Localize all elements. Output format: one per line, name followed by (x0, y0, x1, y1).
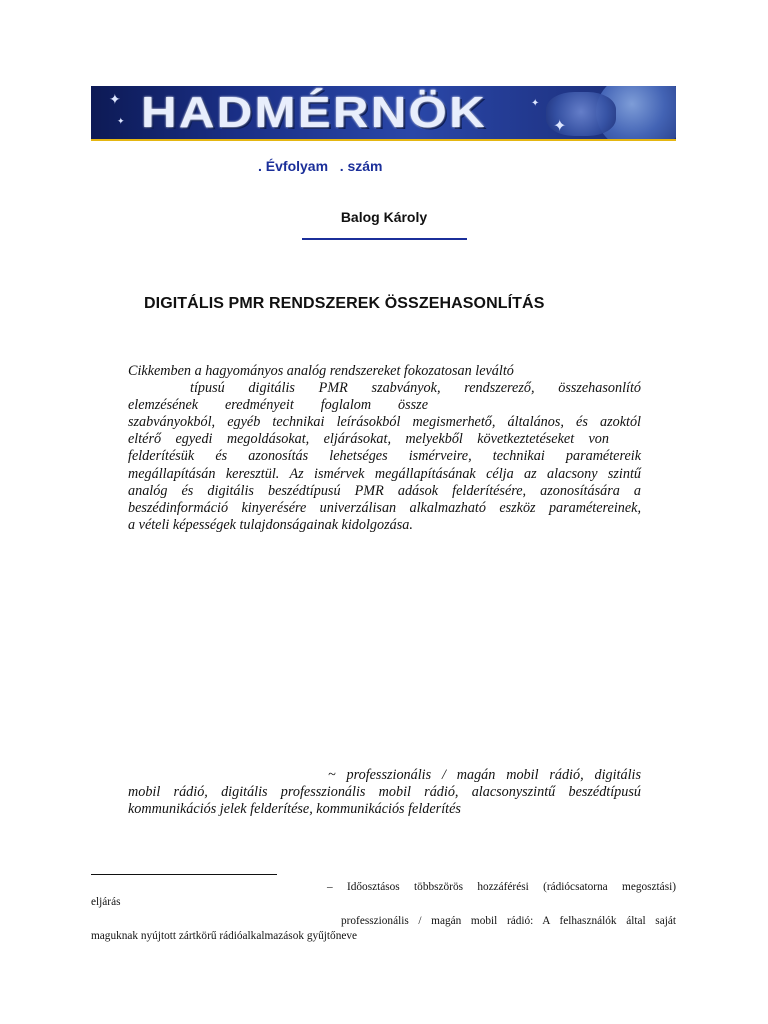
abstract-line: a vételi képességek tulajdonságainak kidolgozása. (128, 516, 413, 533)
abstract (128, 363, 641, 534)
banner-underline (91, 139, 676, 141)
keywords (128, 767, 641, 818)
star-icon: ✦ (531, 98, 540, 109)
footnotes (91, 880, 676, 945)
keywords-line: ~ professzionális / magán mobil rádió, digitális (328, 767, 641, 783)
abstract-line: felderítésük és azonosítás lehetséges ismérveire, technikai paramétereik (128, 448, 641, 465)
star-icon: ✦ (117, 116, 125, 126)
abstract-line: Cikkemben a hagyományos analóg rendszereket fokozatosan leváltó (128, 363, 514, 379)
star-icon: ✦ (553, 118, 567, 135)
journal-logo: HADMÉRNÖK (141, 88, 487, 137)
issue-line: . Évfolyam . szám (258, 158, 383, 174)
abstract-line: analóg és digitális beszédtípusú PMR adások felderítésére, azonosítására a (128, 482, 641, 499)
author-name: Balog Károly (340, 209, 428, 225)
footnote-line: eljárás (91, 896, 121, 909)
abstract-line: elemzésének eredményeit foglalom össze (128, 397, 428, 414)
footnote-line: maguknak nyújtott zártkörű rádióalkalmazások gyűjtőneve (91, 930, 358, 943)
abstract-line: megállapításán keresztül. Az ismérvek megállapításának célja az alacsony szintű (128, 465, 641, 482)
star-icon: ✦ (109, 93, 121, 108)
abstract-line: beszédinformáció kinyerésére univerzálisan alkalmazható eszköz paramétereinek, (128, 499, 641, 516)
footnote-line: – Időosztásos többszörös hozzáférési (rádiócsatorna megosztási) (327, 881, 676, 893)
abstract-line: típusú digitális PMR szabványok, rendszerező, összehasonlító (190, 380, 641, 397)
footnote-line: professzionális / magán mobil rádió: A felhasználók által saját (341, 914, 676, 927)
keywords-line: kommunikációs jelek felderítése, kommunikációs felderítés (128, 801, 461, 818)
author-underline (302, 238, 467, 240)
abstract-line: eltérő egyedi megoldásokat, eljárásokat, melyekből következtetéseket von (128, 431, 609, 448)
keywords-line: mobil rádió, digitális professzionális mobil rádió, alacsonyszintű beszédtípusú (128, 784, 641, 801)
journal-banner (91, 86, 676, 139)
article-title: DIGITÁLIS PMR RENDSZEREK ÖSSZEHASONLÍTÁS (144, 295, 545, 312)
footnote-separator (91, 874, 277, 875)
abstract-line: szabványokból, egyéb technikai leírásokból megismerhető, általános, és azoktól (128, 414, 641, 431)
